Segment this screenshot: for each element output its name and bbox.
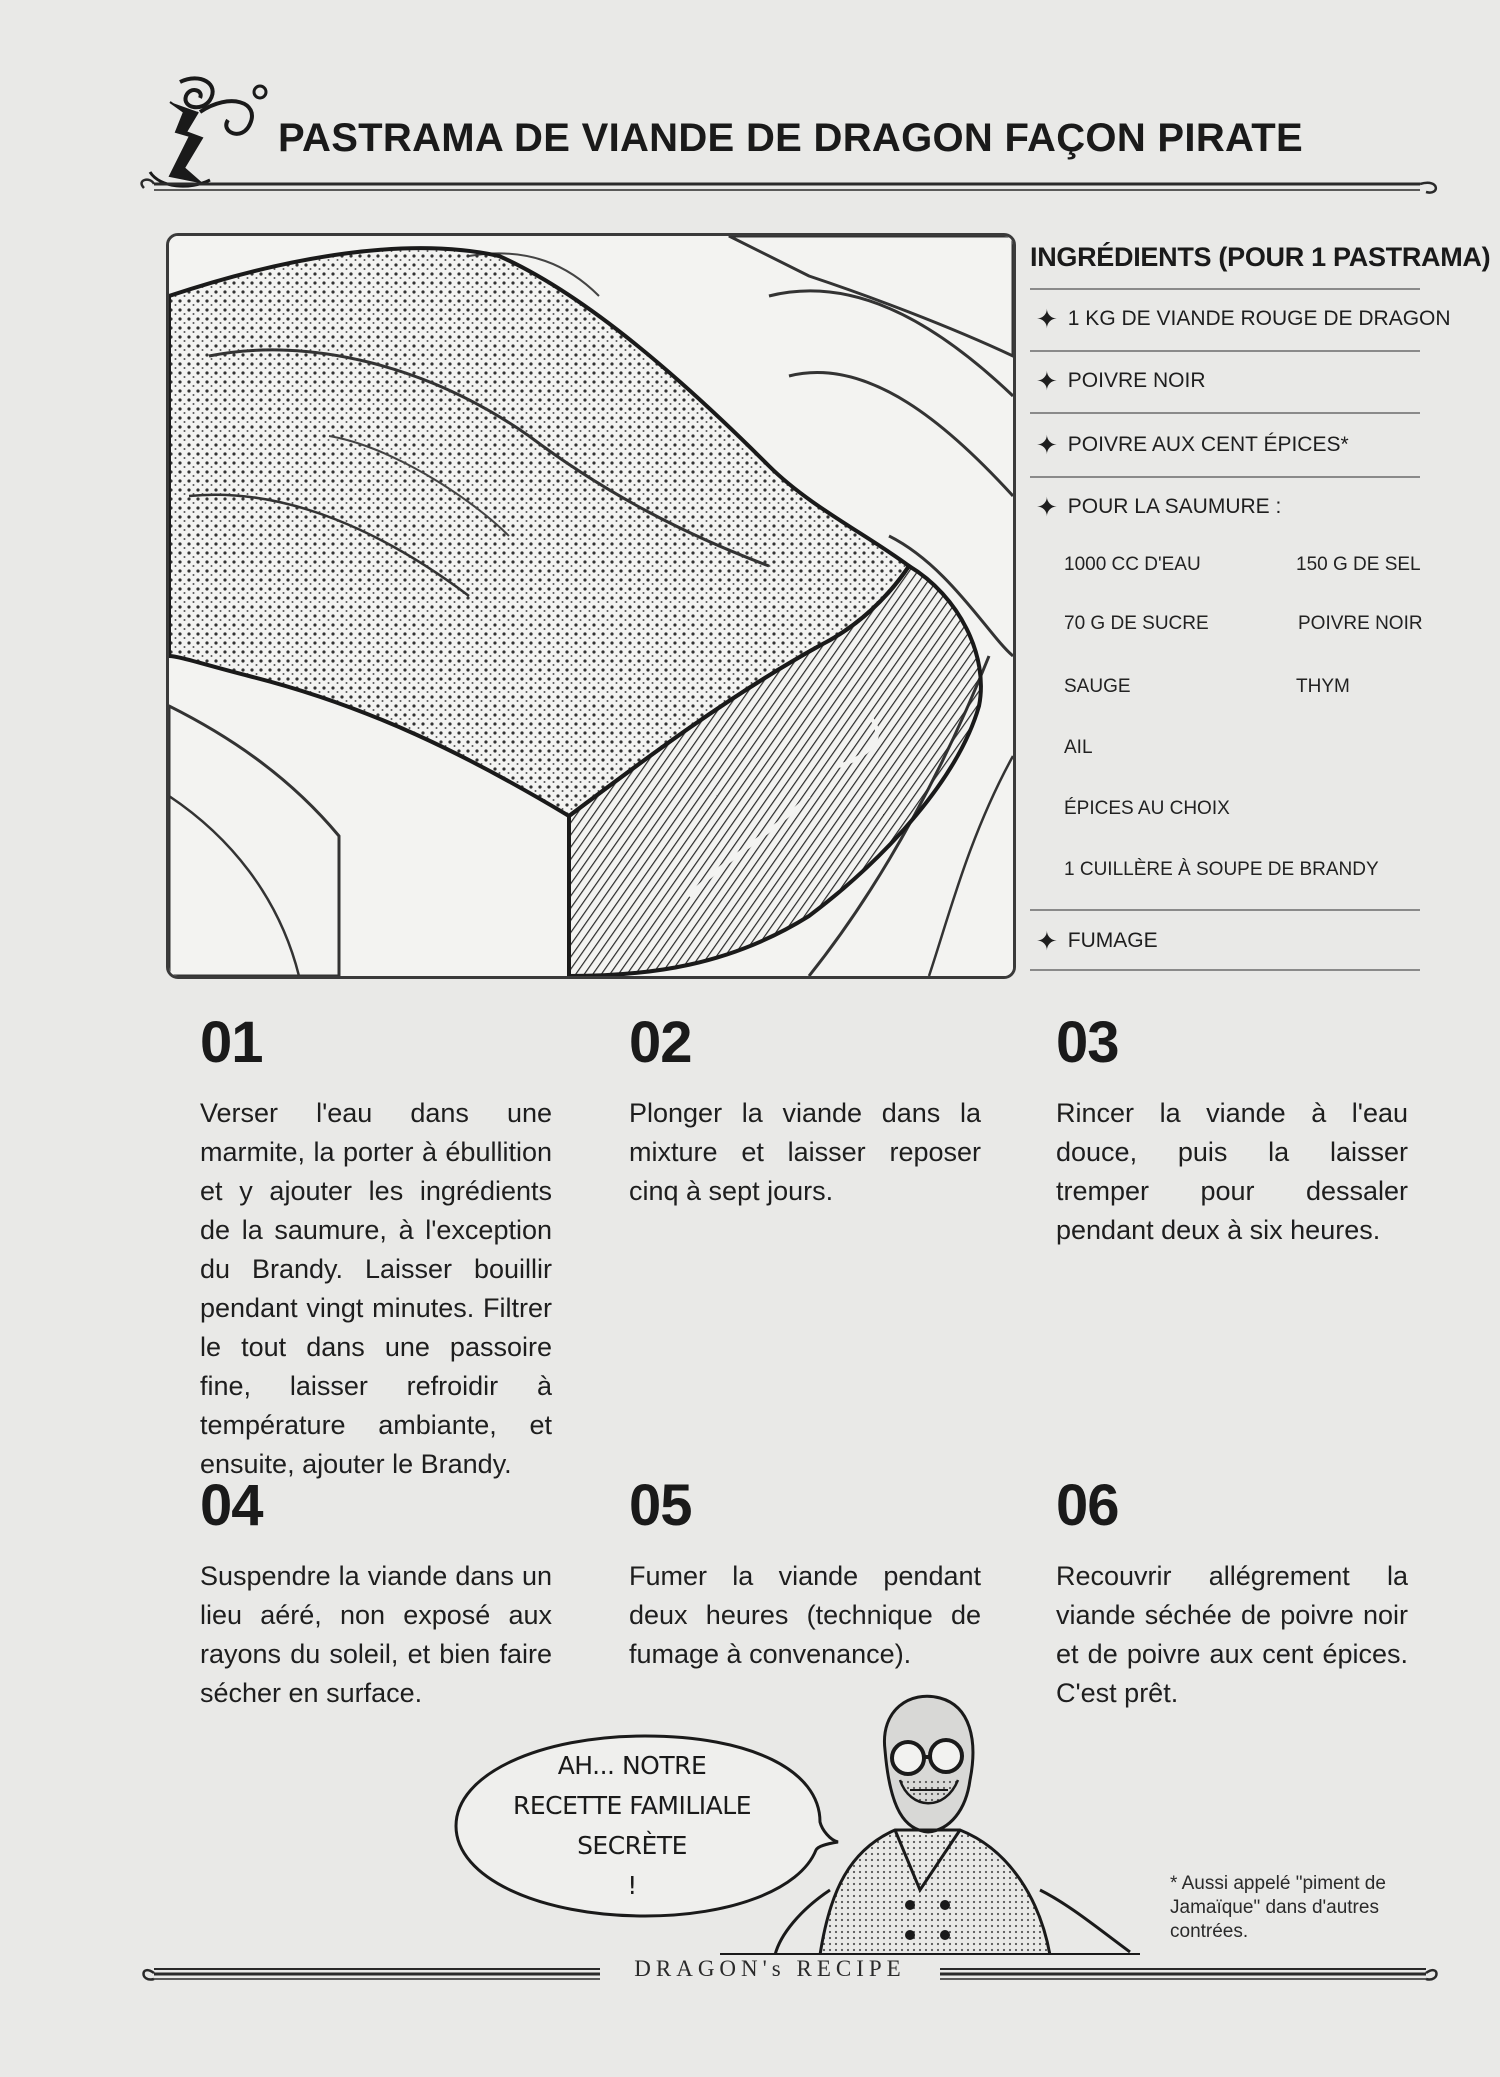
ingredient-label: 1 KG DE VIANDE ROUGE DE DRAGON xyxy=(1067,307,1451,330)
ingredient-item xyxy=(1036,306,1451,332)
ingredients-rule xyxy=(1030,412,1420,414)
ingredient-label: POIVRE NOIR xyxy=(1067,369,1206,392)
footnote: * Aussi appelé "piment de Jamaïque" dans d'autres contrées. xyxy=(1170,1873,1386,1942)
bubble-line: RECETTE FAMILIALE xyxy=(512,1791,752,1820)
ingredients-rule xyxy=(1030,909,1420,911)
step-text: Suspendre la viande dans un lieu aéré, non exposé aux rayons du soleil, et bien faire sécher en surface. xyxy=(200,1561,552,1708)
ingredient-item xyxy=(1036,432,1349,458)
brine-item: POIVRE NOIR xyxy=(1298,613,1423,634)
step-text: Fumer la viande pendant deux heures (technique de fumage à convenance). xyxy=(629,1561,981,1669)
four-point-star-icon: ✦ xyxy=(1036,492,1058,522)
ingredients-rule xyxy=(1030,288,1420,290)
pastrami-illustration xyxy=(166,233,1016,979)
page-title: PASTRAMA DE VIANDE DE DRAGON FAÇON PIRATE xyxy=(278,116,1303,160)
step-number: 04 xyxy=(200,1473,263,1538)
step-number: 05 xyxy=(629,1473,692,1538)
brine-item: 150 G DE SEL xyxy=(1296,554,1421,575)
pirate-character-illustration xyxy=(720,1690,1140,1955)
four-point-star-icon: ✦ xyxy=(1036,304,1058,334)
brine-item: ÉPICES AU CHOIX xyxy=(1064,798,1230,819)
step-number: 01 xyxy=(200,1010,263,1075)
bubble-line: SECRÈTE xyxy=(577,1831,687,1860)
ingredient-label: FUMAGE xyxy=(1067,929,1158,952)
step-number: 03 xyxy=(1056,1010,1119,1075)
brine-item: AIL xyxy=(1064,737,1093,758)
step-text: Recouvrir allégrement la viande séchée de poivre noir et de poivre aux cent épices. C'est prêt. xyxy=(1056,1561,1408,1708)
bubble-line: ! xyxy=(627,1871,637,1900)
footer-label: DRAGON's RECIPE xyxy=(600,1956,940,1982)
ingredients-heading: INGRÉDIENTS (POUR 1 PASTRAMA) xyxy=(1030,242,1491,272)
brine-item: 70 G DE SUCRE xyxy=(1064,613,1209,634)
bubble-line: AH... NOTRE xyxy=(557,1751,707,1780)
brine-item: SAUGE xyxy=(1064,676,1131,697)
ingredient-item xyxy=(1036,494,1281,520)
ingredient-item xyxy=(1036,928,1158,954)
ingredients-rule xyxy=(1030,350,1420,352)
ingredient-label: POUR LA SAUMURE : xyxy=(1067,495,1282,518)
step-number: 06 xyxy=(1056,1473,1119,1538)
four-point-star-icon: ✦ xyxy=(1036,430,1058,460)
title-rule xyxy=(140,174,1440,198)
brine-item: 1 CUILLÈRE À SOUPE DE BRANDY xyxy=(1064,859,1379,880)
step-text: Rincer la viande à l'eau douce, puis la laisser tremper pour dessaler pendant deux à six heures. xyxy=(1056,1098,1408,1245)
step-text: Verser l'eau dans une marmite, la porter à ébullition et y ajouter les ingrédients de la saumure, à l'exception du Brandy. Laisser bouillir pendant vingt minutes. Filtrer le tout dans une passoire fine, laisser refroidir à température ambiante, et ensuite, ajouter le Brandy. xyxy=(200,1098,552,1479)
ingredient-item xyxy=(1036,368,1206,394)
ingredient-label: POIVRE AUX CENT ÉPICES* xyxy=(1067,433,1349,456)
four-point-star-icon: ✦ xyxy=(1036,926,1058,956)
brine-item: THYM xyxy=(1296,676,1350,697)
ingredients-rule xyxy=(1030,969,1420,971)
step-text: Plonger la viande dans la mixture et laisser reposer cinq à sept jours. xyxy=(629,1098,981,1206)
brine-item: 1000 CC D'EAU xyxy=(1064,554,1201,575)
ingredients-rule xyxy=(1030,476,1420,478)
four-point-star-icon: ✦ xyxy=(1036,366,1058,396)
step-number: 02 xyxy=(629,1010,692,1075)
